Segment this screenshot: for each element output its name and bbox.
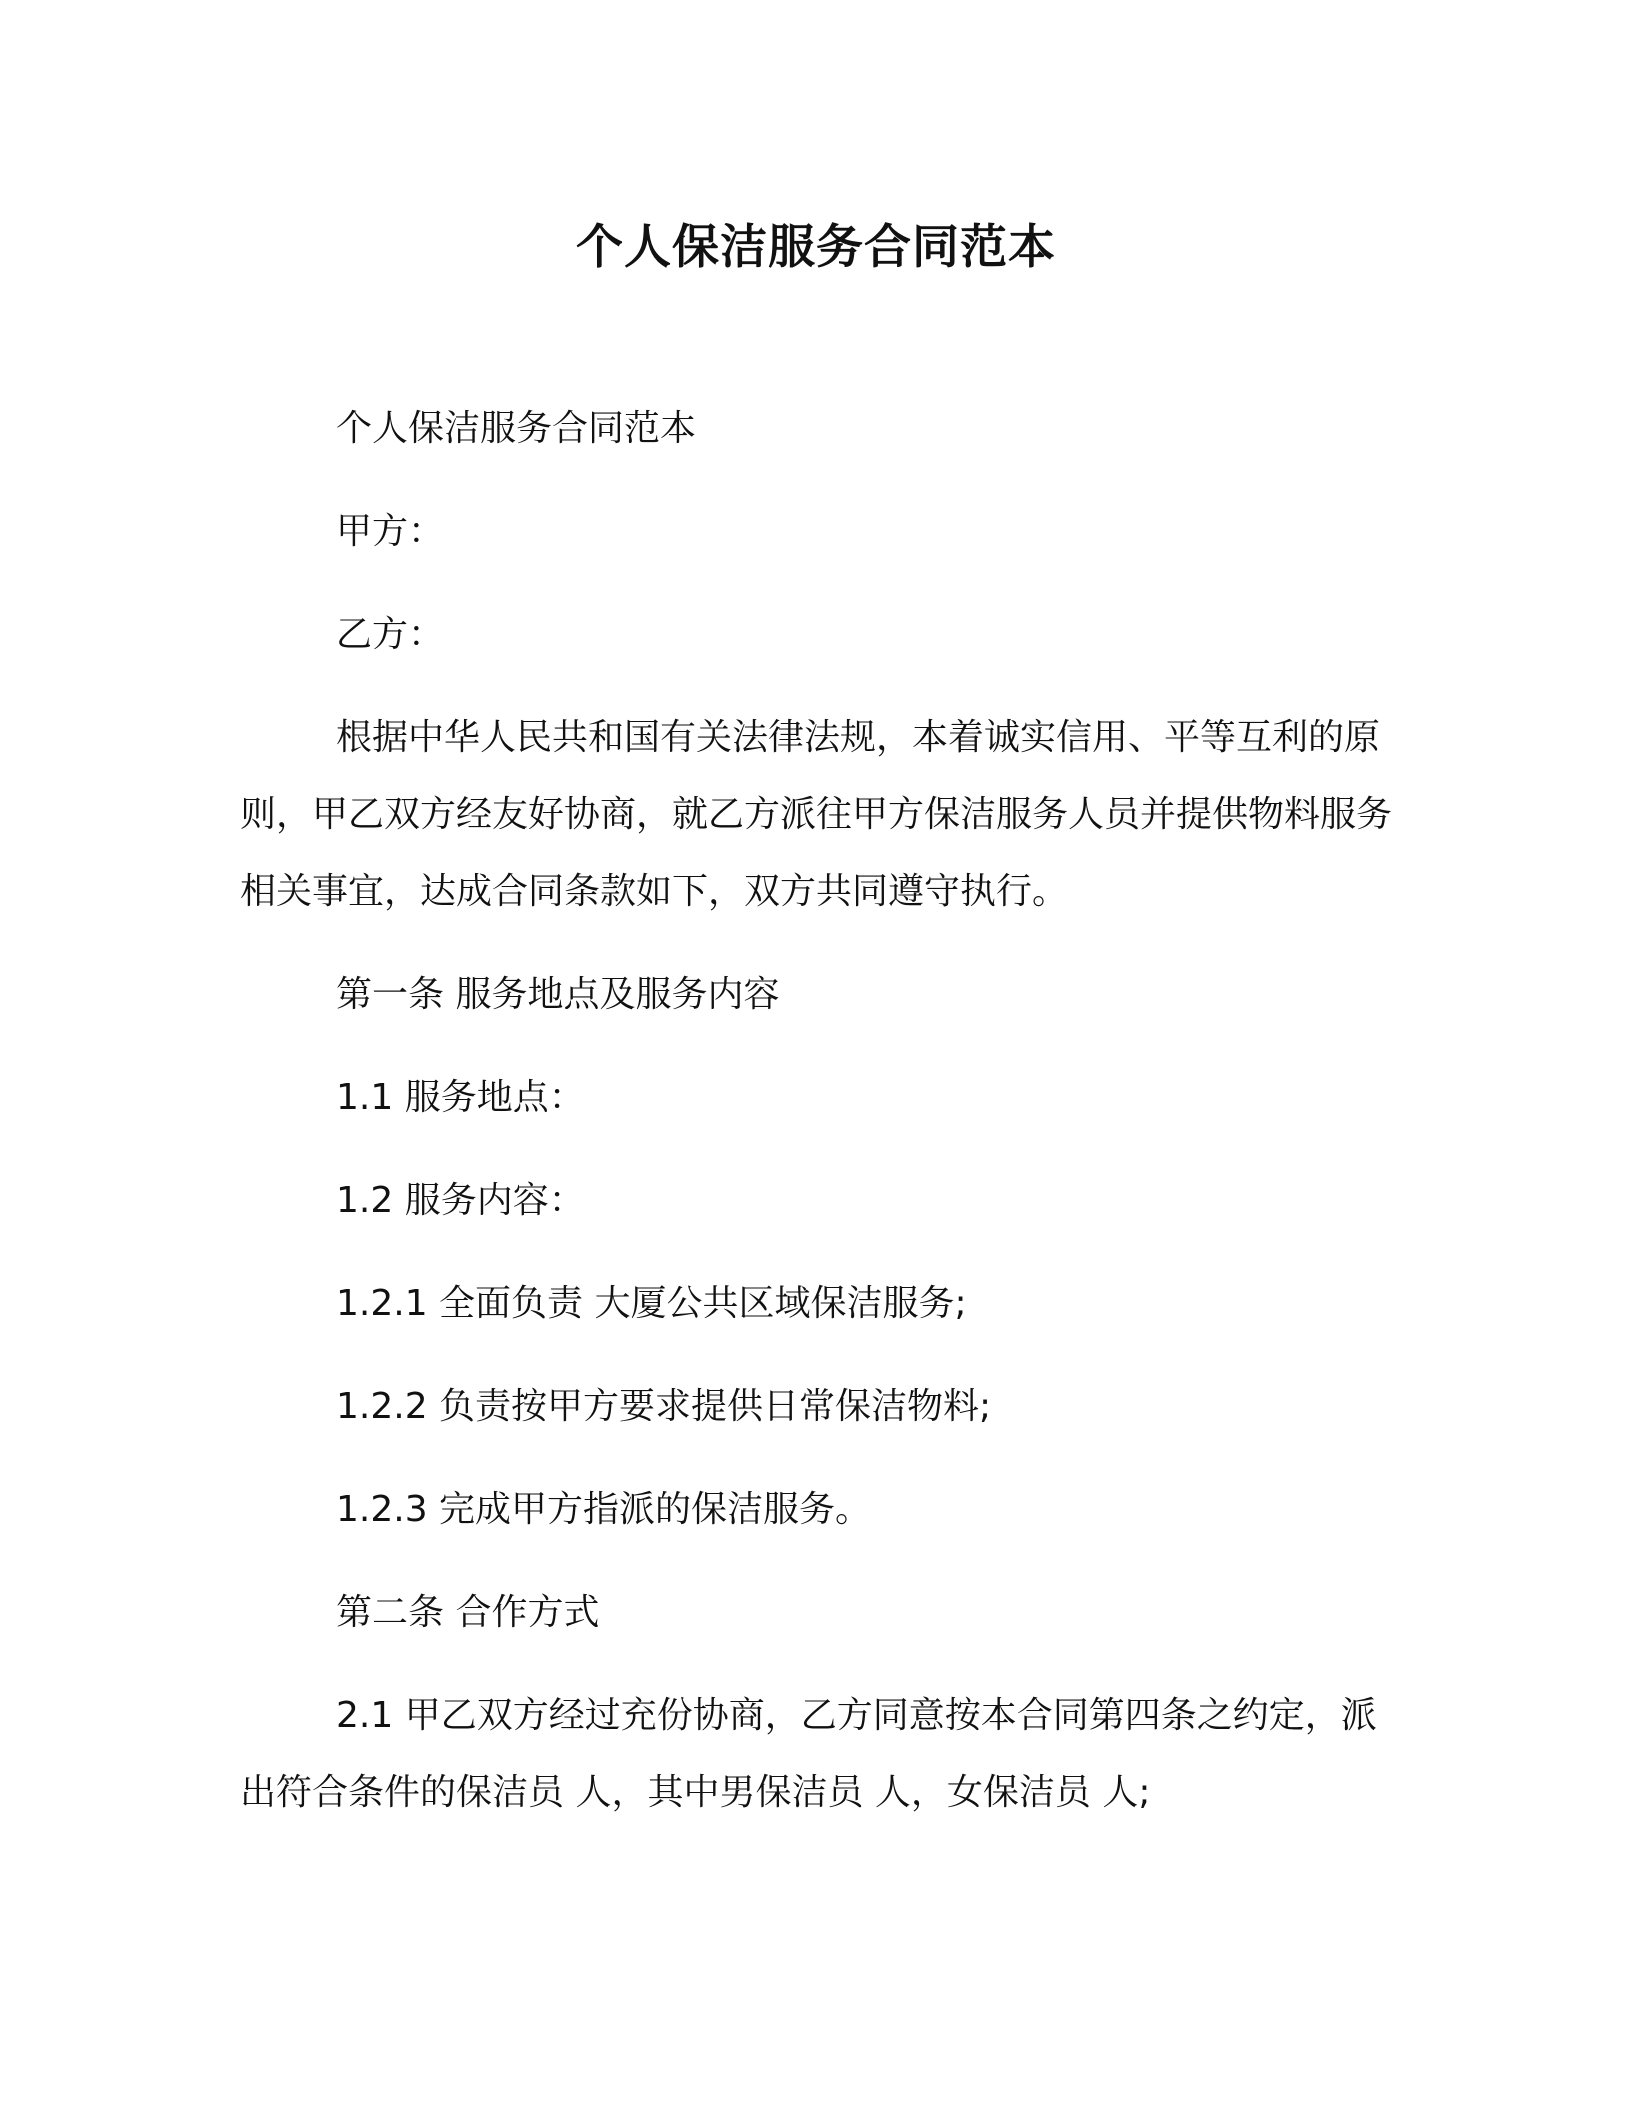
article-1-heading: 第一条 服务地点及服务内容 xyxy=(336,974,780,1015)
subtitle-paragraph: 个人保洁服务合同范本 xyxy=(336,408,697,449)
party-b-line: 乙方： xyxy=(336,614,445,655)
document-body xyxy=(240,390,1400,1857)
party-a-line: 甲方： xyxy=(336,511,445,552)
clause-1-2-2: 1.2.2 负责按甲方要求提供日常保洁物料; xyxy=(336,1386,992,1427)
clause-1-2-1: 1.2.1 全面负责 大厦公共区域保洁服务; xyxy=(336,1283,967,1324)
article-2-heading: 第二条 合作方式 xyxy=(336,1592,600,1633)
clause-2-1: 2.1 甲乙双方经过充份协商，乙方同意按本合同第四条之约定，派出符合条件的保洁员 人，其中男保洁员 人，女保洁员 人; xyxy=(240,1695,1377,1813)
document-title: 个人保洁服务合同范本 xyxy=(576,220,1056,275)
clause-1-2: 1.2 服务内容： xyxy=(336,1180,585,1221)
preamble-paragraph: 根据中华人民共和国有关法律法规，本着诚实信用、平等互利的原则，甲乙双方经友好协商，就乙方派往甲方保洁服务人员并提供物料服务相关事宜，达成合同条款如下，双方共同遵守执行。 xyxy=(240,717,1393,912)
clause-1-2-3: 1.2.3 完成甲方指派的保洁服务。 xyxy=(336,1489,872,1530)
clause-1-1: 1.1 服务地点： xyxy=(336,1077,585,1118)
